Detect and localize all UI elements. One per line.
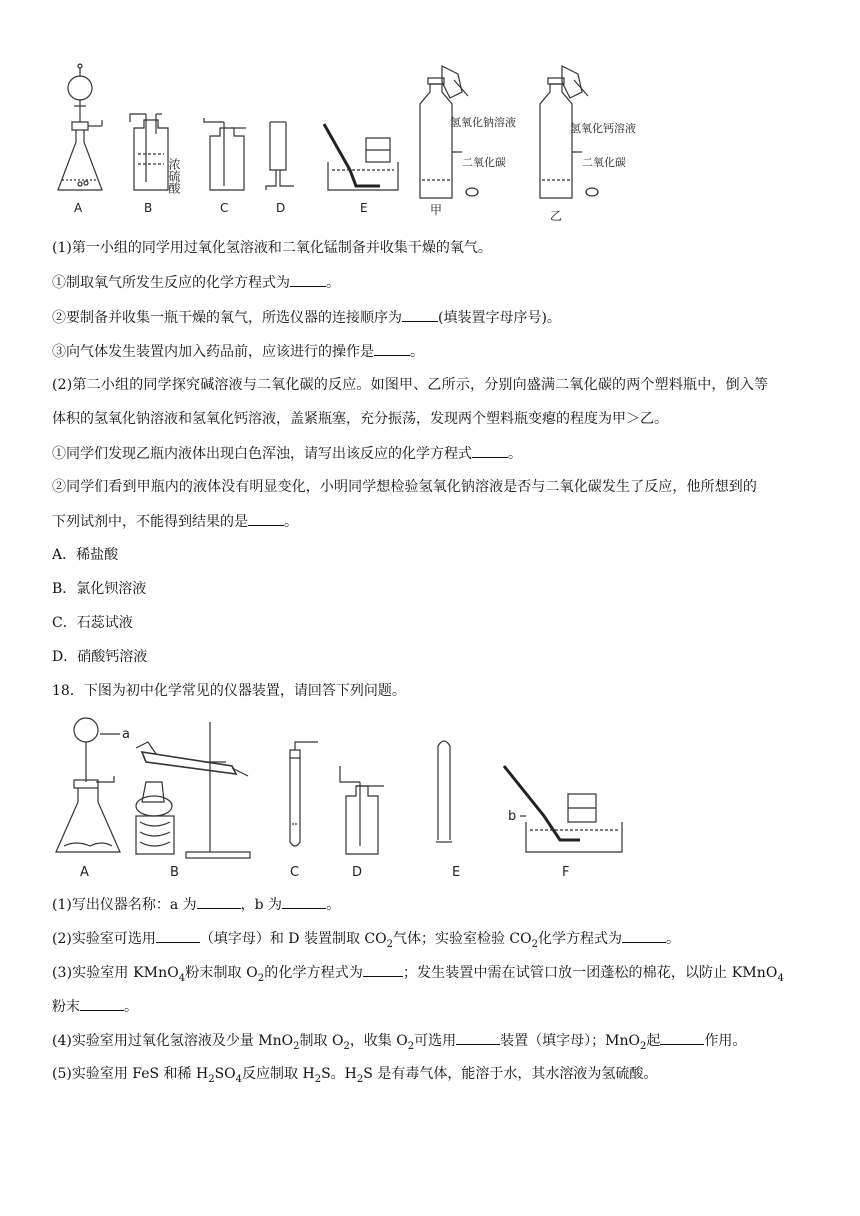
answer-blank[interactable] <box>156 928 200 943</box>
fig1-label-a: A <box>74 201 83 215</box>
apparatus-c-bottle <box>204 118 246 190</box>
q17-part1-item1: ①制取氧气所发生反应的化学方程式为 。 <box>52 272 340 293</box>
fig2-label-b: B <box>170 865 179 880</box>
fig2-label-a: A <box>80 865 89 880</box>
answer-blank[interactable] <box>374 341 410 356</box>
q17-part2-line1: (2)第二小组的同学探究碱溶液与二氧化碳的反应。如图甲、乙所示，分别向盛满二氧化碳的两个塑料瓶中，倒入等 <box>52 377 769 393</box>
answer-blank[interactable] <box>660 1030 704 1045</box>
apparatus-a-flask <box>56 718 120 852</box>
apparatus-b-heating <box>136 722 250 858</box>
fig1-jia-top-label: 氢氧化钠溶液 <box>450 116 516 129</box>
q18-sub2: (2)实验室可选用 （填字母）和 D 装置制取 $CO_2$气体；实验室检验 $CO_2$化学方程式为 。 <box>52 928 680 949</box>
answer-blank[interactable] <box>197 894 241 909</box>
q18-title: 18．下图为初中化学常见的仪器装置，请回答下列问题。 <box>52 683 406 699</box>
q17-part2-item2-line1: ②同学们看到甲瓶内的液体没有明显变化，小明同学想检验氢氧化钠溶液是否与二氧化碳发生了反应，他所想到的 <box>52 479 757 495</box>
option-b: B．氯化钡溶液 <box>52 581 147 597</box>
answer-blank[interactable] <box>282 894 326 909</box>
bottle-jia <box>420 66 478 198</box>
answer-blank[interactable] <box>80 996 124 1011</box>
q18-sub4: (4)实验室用过氧化氢溶液及少量 MnO$_2$制取 $O_2$，收集 $O_2$可选用 装置（填字母）；MnO$_2$起 作用。 <box>52 1030 746 1051</box>
q18-sub3-line1: (3)实验室用 KMnO$_4$粉末制取 $O_2$的化学方程式为 ；发生装置中需在试管口放一团蓬松的棉花，以防止 KMnO$_4$ <box>52 962 784 983</box>
fig1-label-yi: 乙 <box>550 209 563 222</box>
answer-blank[interactable] <box>622 928 666 943</box>
apparatus-f-trough <box>504 766 622 852</box>
fig1-jia-gas-label: 二氧化碳 <box>462 156 506 169</box>
fig2-label-d: D <box>352 865 363 880</box>
answer-blank[interactable] <box>456 1030 500 1045</box>
apparatus-d-bottle <box>266 122 294 190</box>
option-c: C．石蕊试液 <box>52 615 133 631</box>
answer-blank[interactable] <box>402 307 438 322</box>
answer-blank[interactable] <box>363 962 403 977</box>
apparatus-c-test-tube <box>290 742 318 846</box>
answer-blank[interactable] <box>248 511 284 526</box>
q18-sub3-line2: 粉末 。 <box>52 996 138 1017</box>
apparatus-a-flask-funnel <box>58 64 102 190</box>
fig1-b-side-label: 浓硫酸 <box>167 158 181 194</box>
fig1-label-c: C <box>220 201 229 215</box>
apparatus-e-trough <box>324 124 398 190</box>
apparatus-figure-1 <box>50 62 650 222</box>
apparatus-figure-2 <box>50 712 630 882</box>
fig1-label-b: B <box>144 201 153 215</box>
q18-sub5: (5)实验室用 FeS 和稀 $H_2SO_4$反应制取 $H_2S$。$H_2S$ 是有毒气体，能溶于水，其水溶液为氢硫酸。 <box>52 1066 658 1085</box>
q17-part1-item2: ②要制备并收集一瓶干燥的氧气，所选仪器的连接顺序为 (填装置字母序号)。 <box>52 307 561 328</box>
apparatus-d-bottle <box>340 766 384 854</box>
fig2-label-e: E <box>452 865 461 880</box>
q17-part2-item1: ①同学们发现乙瓶内液体出现白色浑浊，请写出该反应的化学方程式 。 <box>52 443 522 464</box>
apparatus-b-wash-bottle <box>130 114 168 190</box>
answer-blank[interactable] <box>472 443 508 458</box>
q18-sub1: (1)写出仪器名称：a 为 ，b 为 。 <box>52 894 340 915</box>
q17-part2-line2: 体积的氢氧化钠溶液和氢氧化钙溶液，盖紧瓶塞，充分振荡，发现两个塑料瓶变瘪的程度为甲＞乙。 <box>52 411 668 427</box>
q17-part2-item2-line2: 下列试剂中，不能得到结果的是 。 <box>52 511 298 532</box>
option-d: D．硝酸钙溶液 <box>52 649 148 665</box>
fig1-label-jia: 甲 <box>430 203 443 217</box>
fig1-yi-gas-label: 二氧化碳 <box>582 156 626 169</box>
option-a: A．稀盐酸 <box>52 547 119 563</box>
q17-part1-item3: ③向气体发生装置内加入药品前，应该进行的操作是 。 <box>52 341 424 362</box>
apparatus-e-tube <box>436 741 452 842</box>
fig2-marker-a: a <box>122 727 130 742</box>
answer-blank[interactable] <box>290 272 326 287</box>
fig1-yi-top-label: 氢氧化钙溶液 <box>570 122 636 135</box>
q17-part1: (1)第一小组的同学用过氧化氢溶液和二氧化锰制备并收集干燥的氧气。 <box>52 240 492 256</box>
fig2-label-f: F <box>562 865 570 880</box>
fig1-label-e: E <box>360 201 368 215</box>
fig2-marker-b: b <box>508 809 517 824</box>
fig1-label-d: D <box>276 201 286 215</box>
fig2-label-c: C <box>290 865 300 880</box>
